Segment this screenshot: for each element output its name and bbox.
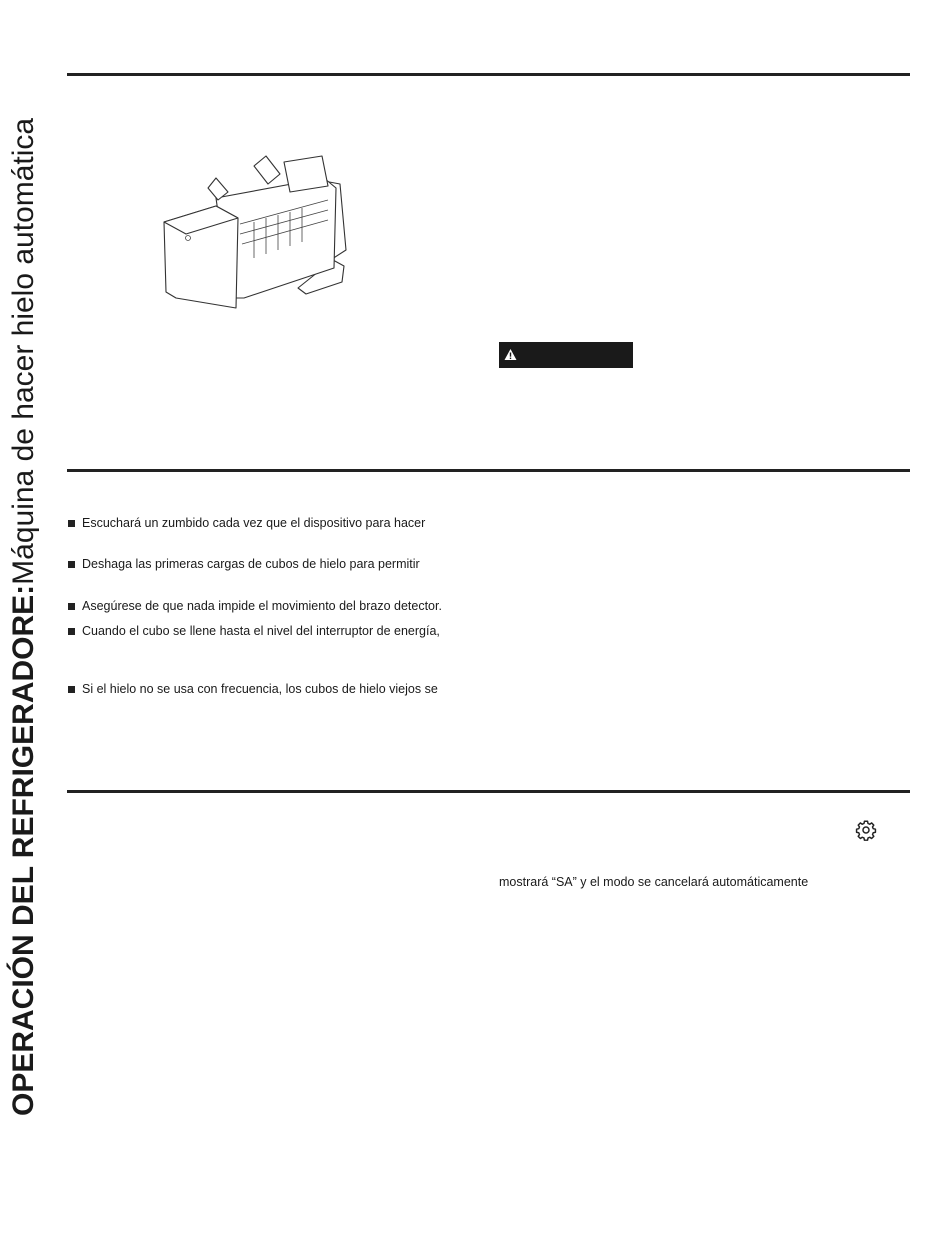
body-text-line: mostrará “SA” y el modo se cancelará automáticamente bbox=[499, 875, 809, 889]
list-item-text: Deshaga las primeras cargas de cubos de hielo para permitir bbox=[82, 557, 420, 571]
bullet-square-icon bbox=[68, 561, 75, 568]
list-item bbox=[68, 516, 425, 530]
list-item bbox=[68, 624, 440, 638]
list-item bbox=[68, 682, 438, 696]
section-divider-bottom bbox=[67, 790, 910, 793]
list-item-text: Cuando el cubo se llene hasta el nivel del interruptor de energía, bbox=[82, 624, 440, 638]
list-item bbox=[68, 599, 442, 613]
section-divider-top bbox=[67, 73, 910, 76]
bullet-square-icon bbox=[68, 686, 75, 693]
list-item bbox=[68, 557, 420, 571]
warning-triangle-icon bbox=[504, 348, 517, 361]
warning-badge bbox=[499, 342, 633, 368]
section-divider-middle bbox=[67, 469, 910, 472]
list-item-text: Escuchará un zumbido cada vez que el dispositivo para hacer bbox=[82, 516, 426, 530]
gear-icon bbox=[855, 819, 877, 841]
list-item-text: Si el hielo no se usa con frecuencia, los cubos de hielo viejos se bbox=[82, 682, 438, 696]
bullet-square-icon bbox=[68, 520, 75, 527]
sidebar-section-title bbox=[4, 0, 64, 1120]
list-item-text: Asegúrese de que nada impide el movimiento del brazo detector. bbox=[82, 599, 442, 613]
bullet-square-icon bbox=[68, 603, 75, 610]
bullet-square-icon bbox=[68, 628, 75, 635]
section-title-subtitle: Máquina de hacer hielo automática bbox=[7, 117, 40, 585]
icemaker-illustration bbox=[158, 148, 350, 310]
section-title-bold: OPERACIÓN DEL REFRIGERADORE: bbox=[7, 584, 40, 1116]
